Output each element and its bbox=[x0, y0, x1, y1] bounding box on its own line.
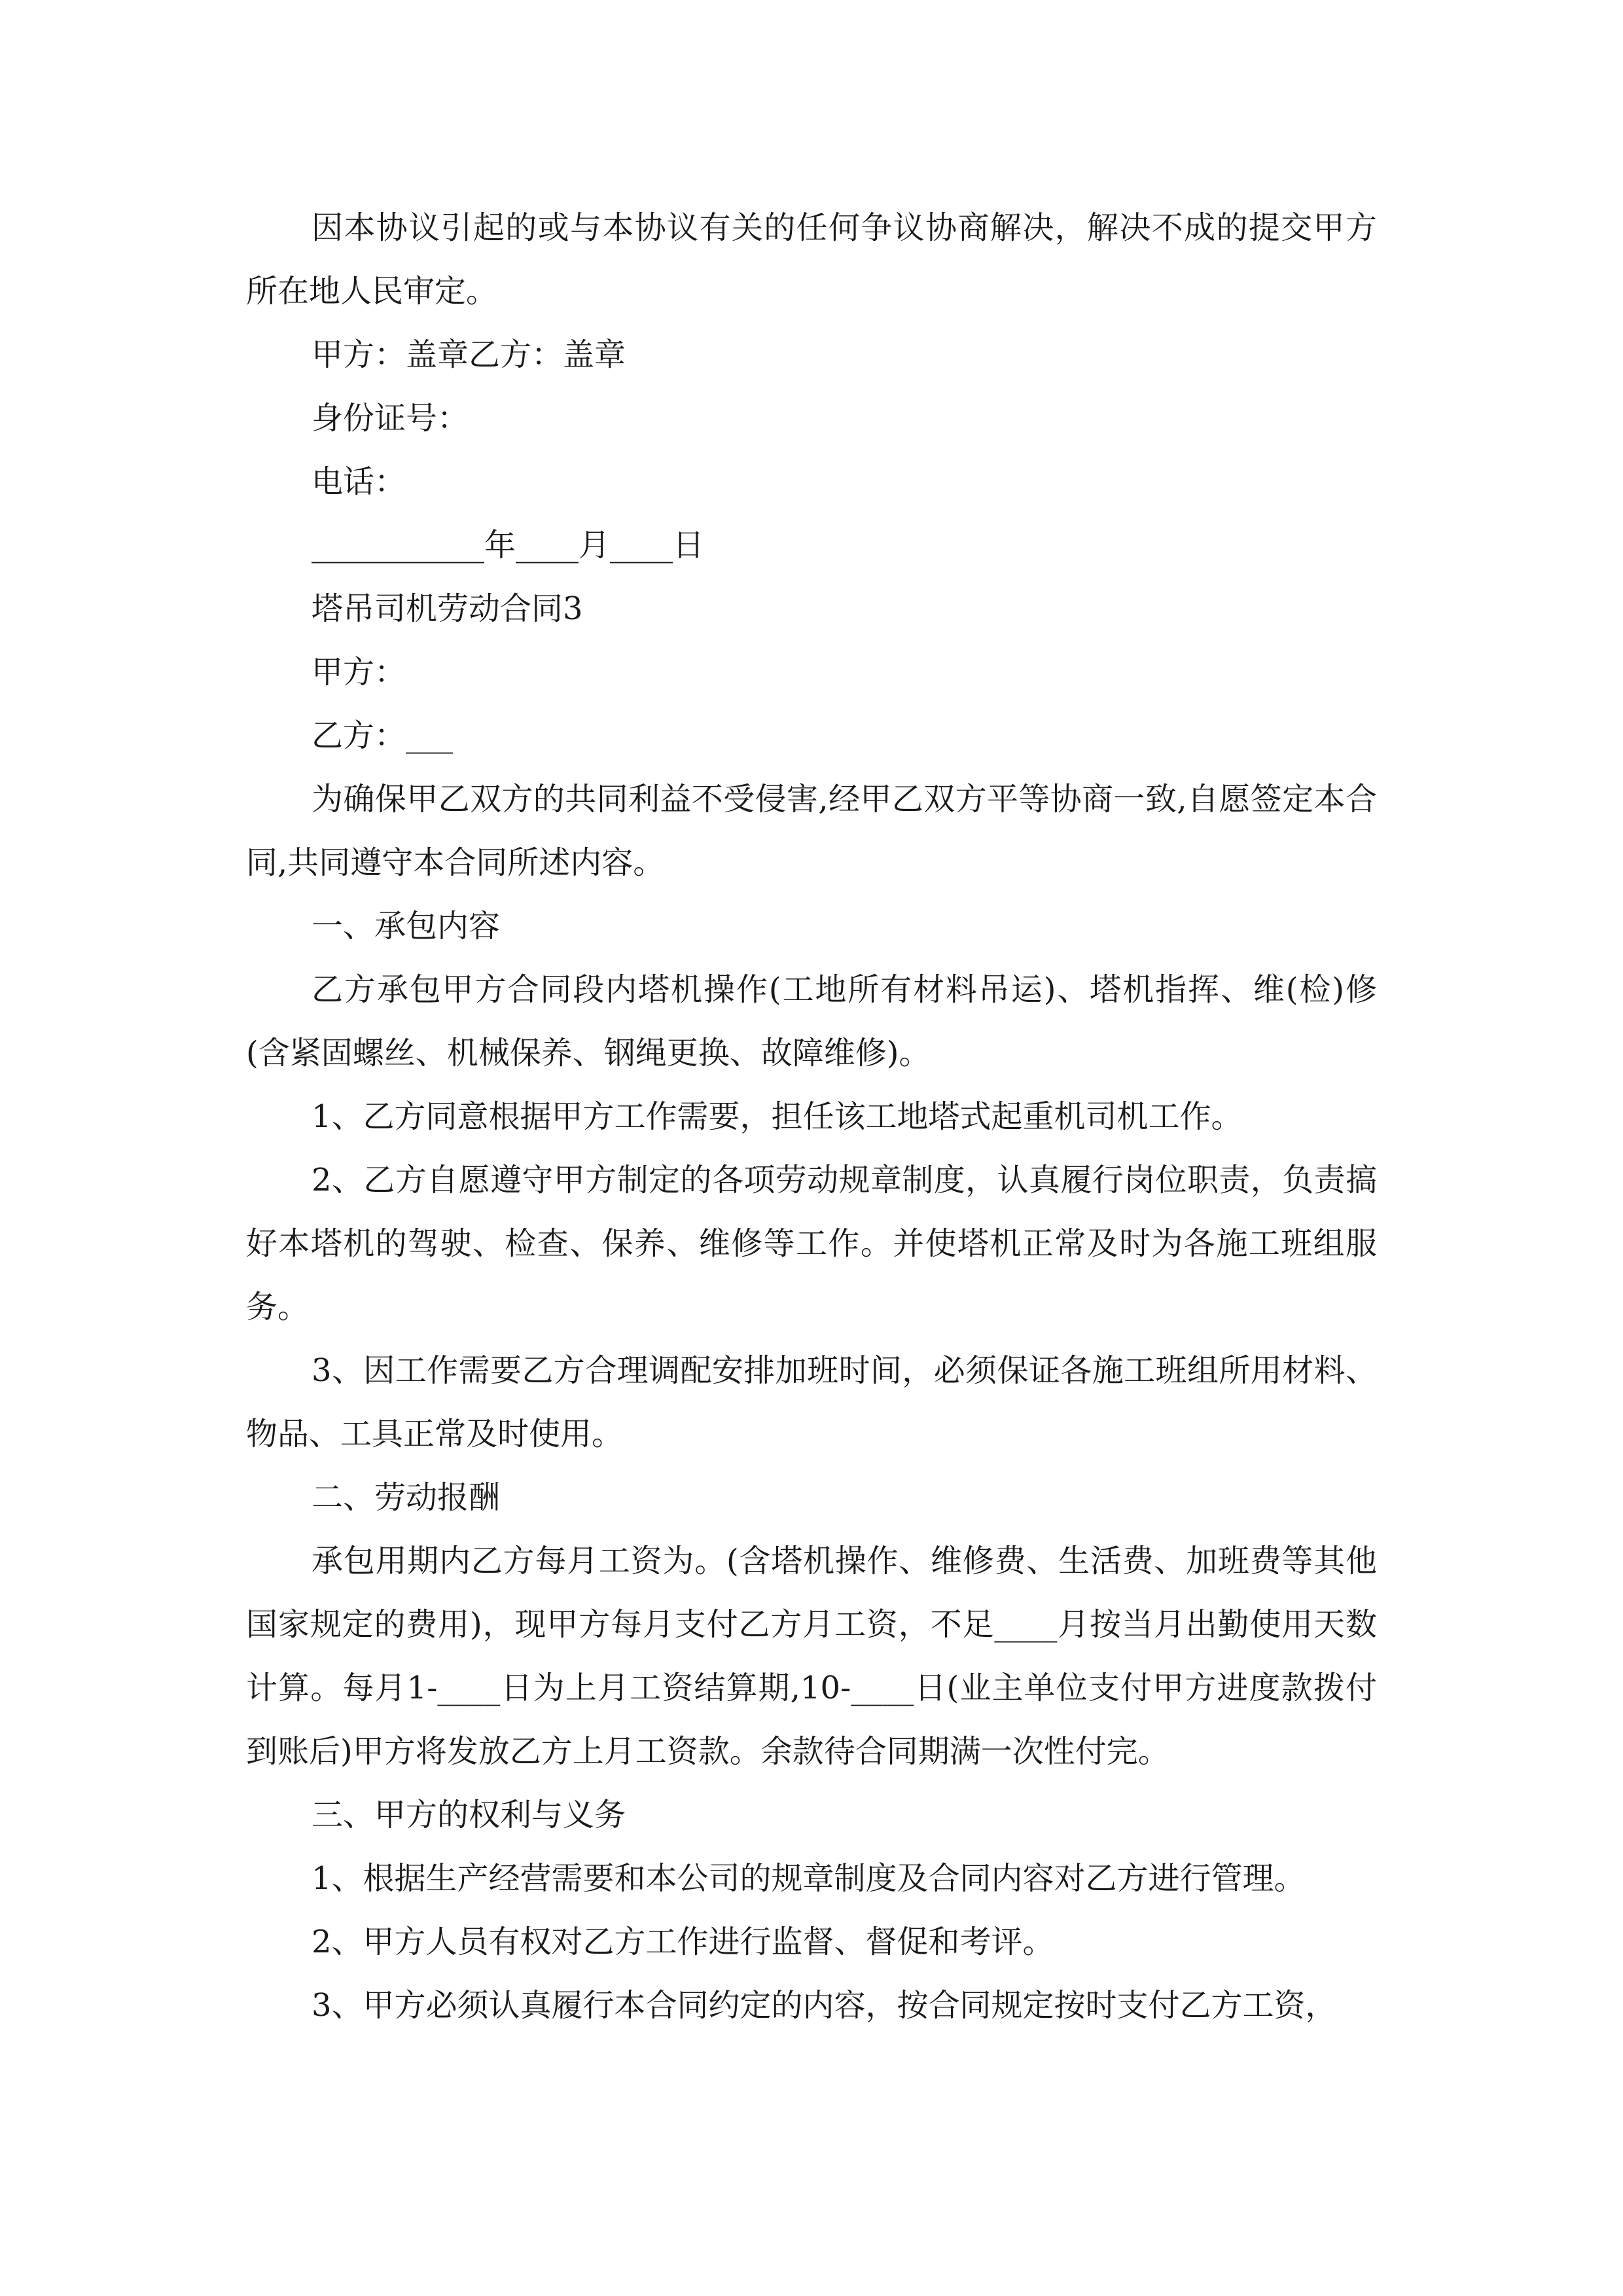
party-b-line: 乙方：___ bbox=[312, 717, 454, 754]
paragraph-contract-scope: 乙方承包甲方合同段内塔机操作(工地所有材料吊运)、塔机指挥、维(检)修(含紧固螺丝、机械保养、钢绳更换、故障维修)。 bbox=[246, 971, 1377, 1071]
clause-3-3: 3、甲方必须认真履行本合同约定的内容，按合同规定按时支付乙方工资， bbox=[312, 1987, 1337, 2024]
section-heading-contract-content: 一、承包内容 bbox=[312, 908, 501, 944]
section-heading-party-a-rights: 三、甲方的权利与义务 bbox=[312, 1797, 626, 1833]
paragraph-remuneration: 承包用期内乙方每月工资为。(含塔机操作、维修费、生活费、加班费等其他国家规定的费用)，现甲方每月支付乙方月工资，不足____月按当月出勤使用天数计算。每月1-____日为上月工资结算期,10-____日(业主单位支付甲方进度款拨付到账后)甲方将发放乙方上月工资款。余款待合同期满一次性付完。 bbox=[246, 1543, 1377, 1770]
paragraph-seal-line: 甲方：盖章乙方：盖章 bbox=[312, 336, 626, 373]
contract-title: 塔吊司机劳动合同3 bbox=[312, 590, 583, 627]
clause-1-1: 1、乙方同意根据甲方工作需要，担任该工地塔式起重机司机工作。 bbox=[312, 1098, 1243, 1135]
paragraph-id-number: 身份证号： bbox=[312, 400, 469, 437]
paragraph-date-line: ___________年____月____日 bbox=[312, 527, 705, 564]
paragraph-preamble: 为确保甲乙双方的共同利益不受侵害,经甲乙双方平等协商一致,自愿签定本合同,共同遵守本合同所述内容。 bbox=[246, 781, 1377, 881]
paragraph-phone: 电话： bbox=[312, 463, 406, 500]
section-heading-remuneration: 二、劳动报酬 bbox=[312, 1479, 501, 1516]
document-body bbox=[246, 196, 1377, 2037]
clause-3-2: 2、甲方人员有权对乙方工作进行监督、督促和考评。 bbox=[312, 1924, 1054, 1960]
clause-3-1: 1、根据生产经营需要和本公司的规章制度及合同内容对乙方进行管理。 bbox=[312, 1860, 1306, 1897]
party-a-line: 甲方： bbox=[312, 654, 406, 691]
clause-1-2: 2、乙方自愿遵守甲方制定的各项劳动规章制度，认真履行岗位职责，负责搞好本塔机的驾驶、检查、保养、维修等工作。并使塔机正常及时为各施工班组服务。 bbox=[246, 1162, 1377, 1325]
paragraph-dispute-resolution: 因本协议引起的或与本协议有关的任何争议协商解决，解决不成的提交甲方所在地人民审定。 bbox=[246, 209, 1377, 310]
clause-1-3: 3、因工作需要乙方合理调配安排加班时间，必须保证各施工班组所用材料、物品、工具正常及时使用。 bbox=[246, 1352, 1377, 1452]
